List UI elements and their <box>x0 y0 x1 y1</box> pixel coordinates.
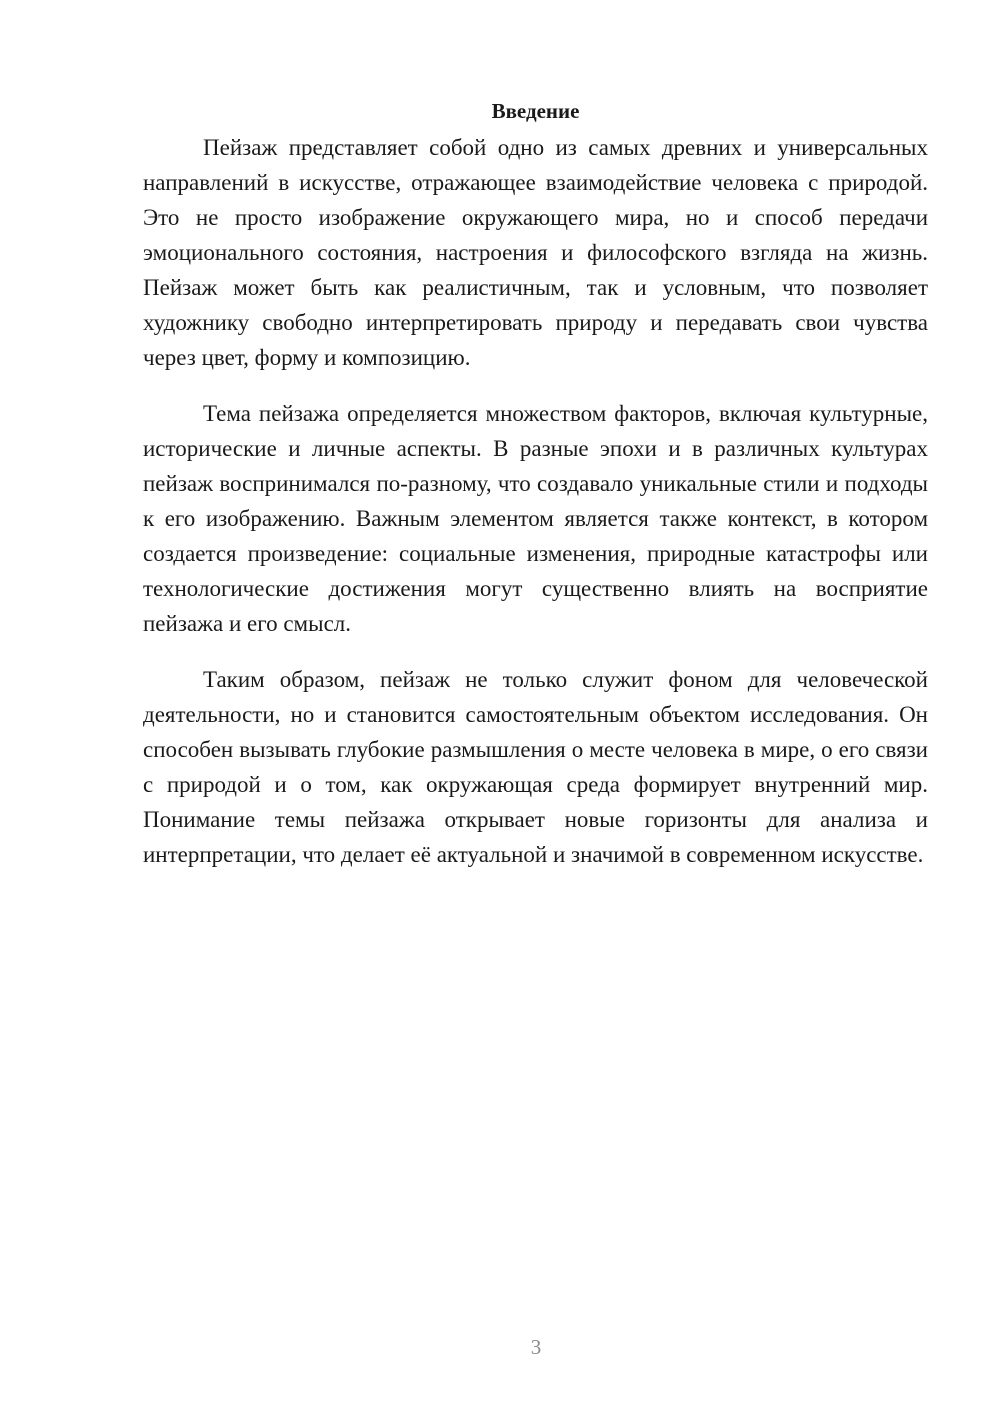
paragraph-3: Таким образом, пейзаж не только служит фоном для человеческой деятельности, но и становится самостоятельным объектом исследования. Он способен вызывать глубокие размышления о месте человека в мире, о его связи с природой и о том, как окружающая среда формирует внутренний мир. Понимание темы пейзажа открывает новые горизонты для анализа и интерпретации, что делает её актуальной и значимой в современном искусстве. <box>143 667 928 867</box>
paragraph-1: Пейзаж представляет собой одно из самых древних и универсальных направлений в искусстве, отражающее взаимодействие человека с природой. Это не просто изображение окружающего мира, но и способ передачи эмоционального состояния, настроения и философского взгляда на жизнь. Пейзаж может быть как реалистичным, так и условным, что позволяет художнику свободно интерпретировать природу и передавать свои чувства через цвет, форму и композицию. <box>143 135 928 370</box>
paragraph-2: Тема пейзажа определяется множеством факторов, включая культурные, исторические и личные аспекты. В разные эпохи и в различных культурах пейзаж воспринимался по-разному, что создавало уникальные стили и подходы к его изображению. Важным элементом является также контекст, в котором создается произведение: социальные изменения, природные катастрофы или технологические достижения могут существенно влиять на восприятие пейзажа и его смысл. <box>143 401 928 636</box>
section-heading: Введение <box>491 99 580 123</box>
page-content <box>143 96 928 872</box>
page-number: 3 <box>530 1335 542 1359</box>
